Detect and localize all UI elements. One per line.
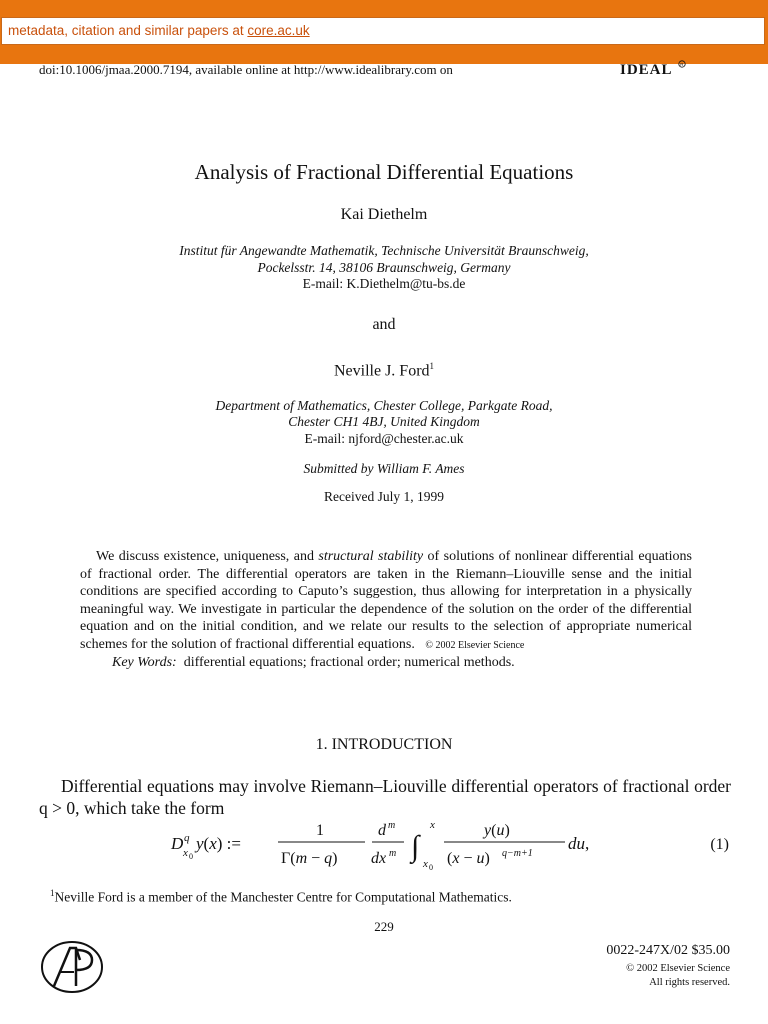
doi-line: doi:10.1006/jmaa.2000.7194, available online at http://www.idealibrary.com on — [39, 62, 453, 77]
received-date: Received July 1, 1999 — [324, 489, 444, 504]
footnote-text: Neville Ford is a member of the Manchester Centre for Computational Mathematics. — [54, 889, 512, 905]
svg-text:(x − u): (x − u) — [447, 850, 490, 867]
svg-text:y(x) :=: y(x) := — [196, 834, 241, 853]
svg-text:R: R — [680, 62, 684, 67]
author-1-affiliation-line1: Institut für Angewandte Mathematik, Technische Universität Braunschweig, — [179, 243, 589, 258]
svg-text:Γ(m − q): Γ(m − q) — [281, 850, 338, 867]
copyright-line-1: © 2002 Elsevier Science — [626, 963, 730, 974]
equation-number: (1) — [710, 836, 729, 853]
svg-text:x: x — [430, 819, 435, 831]
footnote-mark: 1 — [50, 888, 55, 898]
svg-text:x: x — [423, 858, 428, 870]
abstract-part1: We discuss existence, uniqueness, and — [96, 549, 319, 564]
academic-press-logo — [40, 940, 106, 996]
author-1-email: E-mail: K.Diethelm@tu-bs.de — [302, 276, 466, 291]
author-2-name: Neville J. Ford — [333, 362, 430, 380]
core-link[interactable]: core.ac.uk — [247, 23, 310, 38]
author-2-email: E-mail: njford@chester.ac.uk — [304, 431, 464, 446]
intro-text: Differential equations may involve Riemann–Liouville differential operators of fractional order q > 0, which take the form — [39, 776, 731, 818]
equation-1 — [0, 818, 768, 874]
abstract-part2: of solutions of nonlinear differential equations of fractional order. The differential operators are taken in the Riemann–Liouville sense and the initial conditions are specified according to Caputo’s suggestion, thus allowing for interpretation in a physically meaningful way. We investigate in particular the dependence of the solution on the order of the differential equation and on the initial condition, and we relate our results to the selection of appropriate numerical schemes for the solution of fractional differential equations. — [80, 549, 693, 652]
keywords-label: Key Words: — [112, 655, 177, 670]
page-number: 229 — [374, 919, 394, 934]
svg-text:x: x — [183, 847, 188, 859]
svg-text:m: m — [388, 820, 396, 831]
ideal-logo-text: IDEAL — [620, 62, 673, 78]
author-2-affiliation-line2: Chester CH1 4BJ, United Kingdom — [288, 414, 480, 429]
svg-text:du,: du, — [568, 834, 590, 853]
copyright-line-2: All rights reserved. — [649, 977, 730, 988]
intro-paragraph — [39, 775, 731, 819]
svg-text:D: D — [171, 834, 184, 853]
section-heading: 1. INTRODUCTION — [315, 736, 453, 753]
author-2-footnote-mark: 1 — [429, 361, 435, 371]
svg-text:m: m — [389, 848, 397, 859]
core-banner — [0, 0, 768, 64]
abstract-text — [80, 548, 692, 654]
svg-text:dx: dx — [371, 850, 387, 867]
publisher-code: 0022-247X/02 $35.00 — [606, 943, 730, 958]
core-banner-box — [1, 17, 765, 45]
author-2-affiliation-line1: Department of Mathematics, Chester College, Parkgate Road, — [215, 398, 553, 413]
svg-text:y(u): y(u) — [484, 822, 510, 839]
footnote — [50, 888, 512, 906]
svg-text:q−m+1: q−m+1 — [502, 848, 533, 859]
core-banner-label: metadata, citation and similar papers at — [8, 23, 248, 38]
svg-text:q: q — [184, 832, 190, 844]
author-1-name: Kai Diethelm — [340, 206, 428, 223]
keywords-list: differential equations; fractional order; numerical methods. — [183, 655, 515, 670]
svg-text:∫: ∫ — [411, 830, 420, 863]
and-connector: and — [372, 316, 396, 333]
abstract-copyright: © 2002 Elsevier Science — [425, 639, 525, 651]
svg-text:0: 0 — [189, 852, 193, 861]
core-banner-text — [8, 23, 310, 38]
abstract — [80, 548, 692, 672]
author-1-affiliation-line2: Pockelsstr. 14, 38106 Braunschweig, Germany — [257, 260, 511, 275]
svg-text:d: d — [378, 822, 386, 839]
svg-text:0: 0 — [429, 863, 433, 872]
abstract-emphasis: structural stability — [318, 549, 424, 564]
submitted-by: Submitted by William F. Ames — [303, 461, 465, 476]
ideal-logo — [618, 58, 688, 82]
paper-title: Analysis of Fractional Differential Equations — [194, 160, 574, 184]
svg-text:1: 1 — [316, 822, 324, 839]
author-2 — [0, 361, 768, 380]
keywords — [80, 654, 692, 672]
